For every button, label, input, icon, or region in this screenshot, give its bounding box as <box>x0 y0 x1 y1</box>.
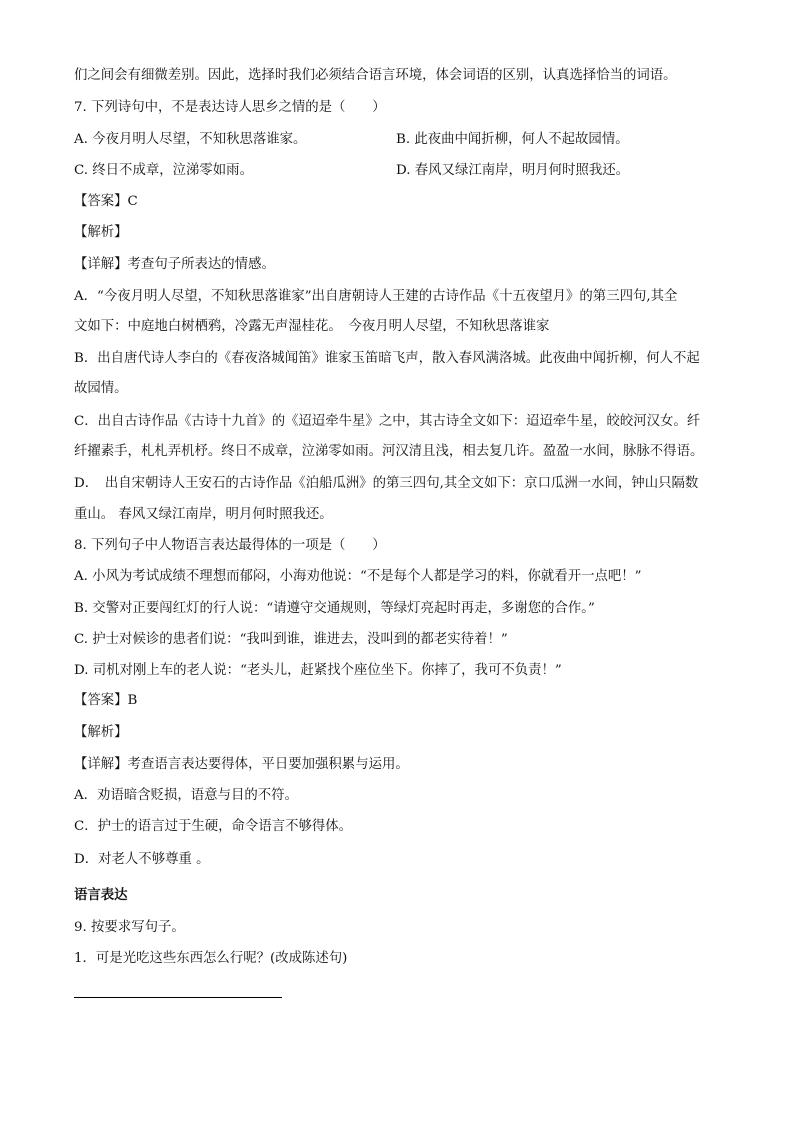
q7-option-b: B. 此夜曲中闻折柳，何人不起故园情。 <box>396 132 629 147</box>
q7-explain-d-1: D． 出自宋朝诗人王安石的古诗作品《泊船瓜洲》的第三四句,其全文如下：京口瓜洲一水间，钟山只隔数 <box>74 476 699 491</box>
q8-option-c: C. 护士对候诊的患者们说：“我叫到谁，谁进去，没叫到的都老实待着！” <box>74 632 508 647</box>
q7-explain-c-2: 纤擢素手，札札弄机杼。终日不成章，泣涕零如雨。河汉清且浅，相去复几许。盈盈一水间，脉脉不得语。 <box>74 444 704 459</box>
text-line: 们之间会有细微差别。因此，选择时我们必须结合语言环境，体会词语的区别，认真选择恰当的词语。 <box>74 68 677 83</box>
q8-explain-c: C．护士的语言过于生硬，命令语言不够得体。 <box>74 819 353 834</box>
q8-explain-a: A．劝语暗含贬损，语意与目的不符。 <box>74 788 298 803</box>
q7-explain-b-2: 故园情。 <box>74 381 128 396</box>
q7-option-a: A. 今夜月明人尽望，不知秋思落谁家。 <box>74 132 307 147</box>
answer-blank-line <box>74 997 282 998</box>
q7-detail: 【详解】考查句子所表达的情感。 <box>74 257 275 272</box>
q8-answer: 【答案】B <box>74 693 138 708</box>
q7-explain-d-2: 重山。 春风又绿江南岸，明月何时照我还。 <box>74 507 333 522</box>
q7-explain-a-2: 文如下：中庭地白树栖鸦，冷露无声湿桂花。 今夜月明人尽望，不知秋思落谁家 <box>74 319 550 334</box>
section-title: 语言表达 <box>74 888 128 903</box>
q8-option-d: D. 司机对刚上车的老人说：“老头儿，赶紧找个座位坐下。你摔了，我可不负责！” <box>74 663 562 678</box>
q7-analysis-label: 【解析】 <box>74 225 128 240</box>
question-8: 8. 下列句子中人物语言表达最得体的一项是（ ） <box>74 538 386 553</box>
q8-explain-d: D．对老人不够尊重 。 <box>74 852 210 867</box>
q7-option-c: C. 终日不成章，泣涕零如雨。 <box>74 163 253 178</box>
question-7: 7. 下列诗句中，不是表达诗人思乡之情的是（ ） <box>74 100 386 115</box>
q8-option-b: B. 交警对正要闯红灯的行人说：“请遵守交通规则，等绿灯亮起时再走，多谢您的合作。” <box>74 601 595 616</box>
q8-detail: 【详解】考查语言表达要得体，平日要加强积累与运用。 <box>74 757 409 772</box>
q7-explain-a-1: A．“今夜月明人尽望，不知秋思落谁家”出自唐朝诗人王建的古诗作品《十五夜望月》的第三四句,其全 <box>74 289 678 304</box>
q7-option-d: D. 春风又绿江南岸，明月何时照我还。 <box>396 163 630 178</box>
q8-analysis-label: 【解析】 <box>74 725 128 740</box>
q8-option-a: A. 小风为考试成绩不理想而郁闷，小海劝他说：“不是每个人都是学习的料，你就看开一点吧！” <box>74 569 642 584</box>
q9-item-1: 1．可是光吃这些东西怎么行呢？(改成陈述句) <box>74 951 348 966</box>
q7-explain-b-1: B．出自唐代诗人李白的《春夜洛城闻笛》谁家玉笛暗飞声，散入春风满洛城。此夜曲中闻折柳，何人不起 <box>74 351 700 366</box>
question-9: 9. 按要求写句子。 <box>74 920 185 935</box>
q7-answer: 【答案】C <box>74 194 138 209</box>
q7-explain-c-1: C．出自古诗作品《古诗十九首》的《迢迢牵牛星》之中，其古诗全文如下：迢迢牵牛星，皎皎河汉女。纤 <box>74 414 701 429</box>
